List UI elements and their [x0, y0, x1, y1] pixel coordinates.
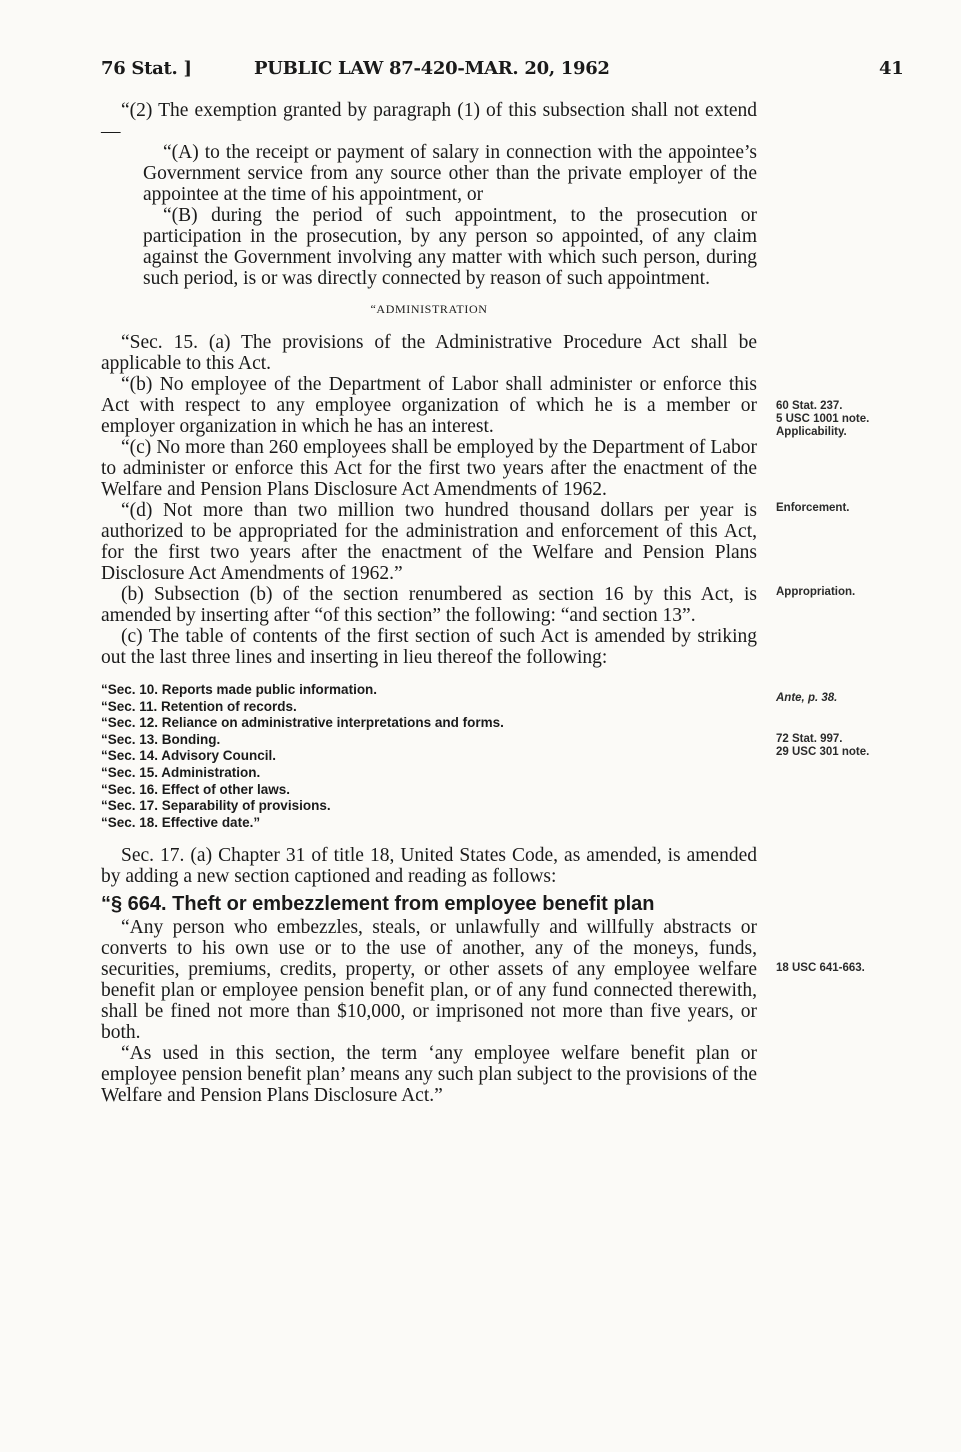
section-664-text: “Any person who embezzles, steals, or unlawfully and willfully abstracts or converts to his own use or to the use of another, any of the moneys, funds, securities, premiums, credits, property, or other assets of any employee welfare benefit plan or employee pension benefit plan, or of any fund connected therewith, shall be fined not more than $10,000, or imprisoned not more than five years, or both. [101, 917, 757, 1044]
header-title: PUBLIC LAW 87-420-MAR. 20, 1962 [254, 58, 610, 79]
toc-item: “Sec. 14. Advisory Council. [101, 748, 277, 764]
table-of-contents [101, 682, 757, 831]
toc-item: “Sec. 17. Separability of provisions. [101, 798, 331, 814]
margin-note-line: 72 Stat. 997. [776, 733, 843, 745]
toc-item: “Sec. 15. Administration. [101, 764, 261, 780]
toc-item: “Sec. 11. Retention of records. [101, 698, 297, 714]
margin-note-72stat [776, 733, 869, 759]
header-page-number: 41 [879, 58, 904, 79]
paragraph-2A: “(A) to the receipt or payment of salary in connection with the appointee’s Government service from any source other than the private employer of the appointee at the time of his appointment, or [143, 142, 757, 205]
toc-item: “Sec. 18. Effective date.” [101, 814, 261, 830]
section-15b: “(b) No employee of the Department of Labor shall administer or enforce this Act with respect to any employee organization of which he is a member or employer organization in which he has an interest. [101, 374, 757, 437]
heading-administration: “ADMINISTRATION [370, 302, 488, 316]
header-volume: 76 Stat. ] [101, 58, 192, 79]
paragraph-2B: “(B) during the period of such appointment, to the prosecution or participation in the prosecution, by any person so appointed, of any claim against the Government involving any matter with which such person, during such period, is or was directly connected by reason of such appointment. [143, 205, 757, 289]
amendment-b: (b) Subsection (b) of the section renumbered as section 16 by this Act, is amended by inserting after “of this section” the following: “and section 13”. [101, 584, 757, 626]
section-664-definition: “As used in this section, the term ‘any employee welfare benefit plan or employee pension benefit plan’ means any such plan subject to the provisions of the Welfare and Pension Plans Disclosure Act.” [101, 1043, 757, 1107]
margin-note-18usc: 18 USC 641-663. [776, 962, 865, 974]
margin-note-line: Ante, p. 38. [776, 692, 838, 704]
toc-item: “Sec. 16. Effect of other laws. [101, 781, 291, 797]
margin-note-appropriation: Appropriation. [776, 586, 856, 598]
margin-note-line: 5 USC 1001 note. [776, 413, 870, 425]
paragraph-2: “(2) The exemption granted by paragraph (1) of this subsection shall not extend— [101, 100, 757, 142]
amendment-c: (c) The table of contents of the first section of such Act is amended by striking out the last three lines and inserting in lieu thereof the following: [101, 626, 757, 668]
margin-note-line: Applicability. [776, 426, 847, 438]
section-664-title: “§ 664. Theft or embezzlement from employee benefit plan [101, 893, 655, 916]
margin-note-line: 60 Stat. 237. [776, 400, 843, 412]
margin-note-ante [776, 692, 837, 705]
toc-item: “Sec. 12. Reliance on administrative interpretations and forms. [101, 715, 504, 731]
section-15a: “Sec. 15. (a) The provisions of the Administrative Procedure Act shall be applicable to this Act. [101, 332, 757, 374]
margin-note-line: 29 USC 301 note. [776, 746, 870, 758]
body-text [101, 100, 757, 1106]
toc-item: “Sec. 10. Reports made public information. [101, 682, 378, 697]
section-17a: Sec. 17. (a) Chapter 31 of title 18, United States Code, as amended, is amended by adding a new section captioned and reading as follows: [101, 845, 757, 888]
margin-note-apa [776, 400, 869, 439]
section-15c: “(c) No more than 260 employees shall be employed by the Department of Labor to administer or enforce this Act for the first two years after the enactment of the Welfare and Pension Plans Disclosure Act Amendments of 1962. [101, 437, 757, 500]
margin-note-enforcement: Enforcement. [776, 502, 850, 514]
section-15d: “(d) Not more than two million two hundred thousand dollars per year is authorized to be appropriated for the administration and enforcement of this Act, for the first two years after the enactment of the Welfare and Pension Plans Disclosure Act Amendments of 1962.” [101, 500, 757, 584]
toc-item: “Sec. 13. Bonding. [101, 731, 221, 747]
